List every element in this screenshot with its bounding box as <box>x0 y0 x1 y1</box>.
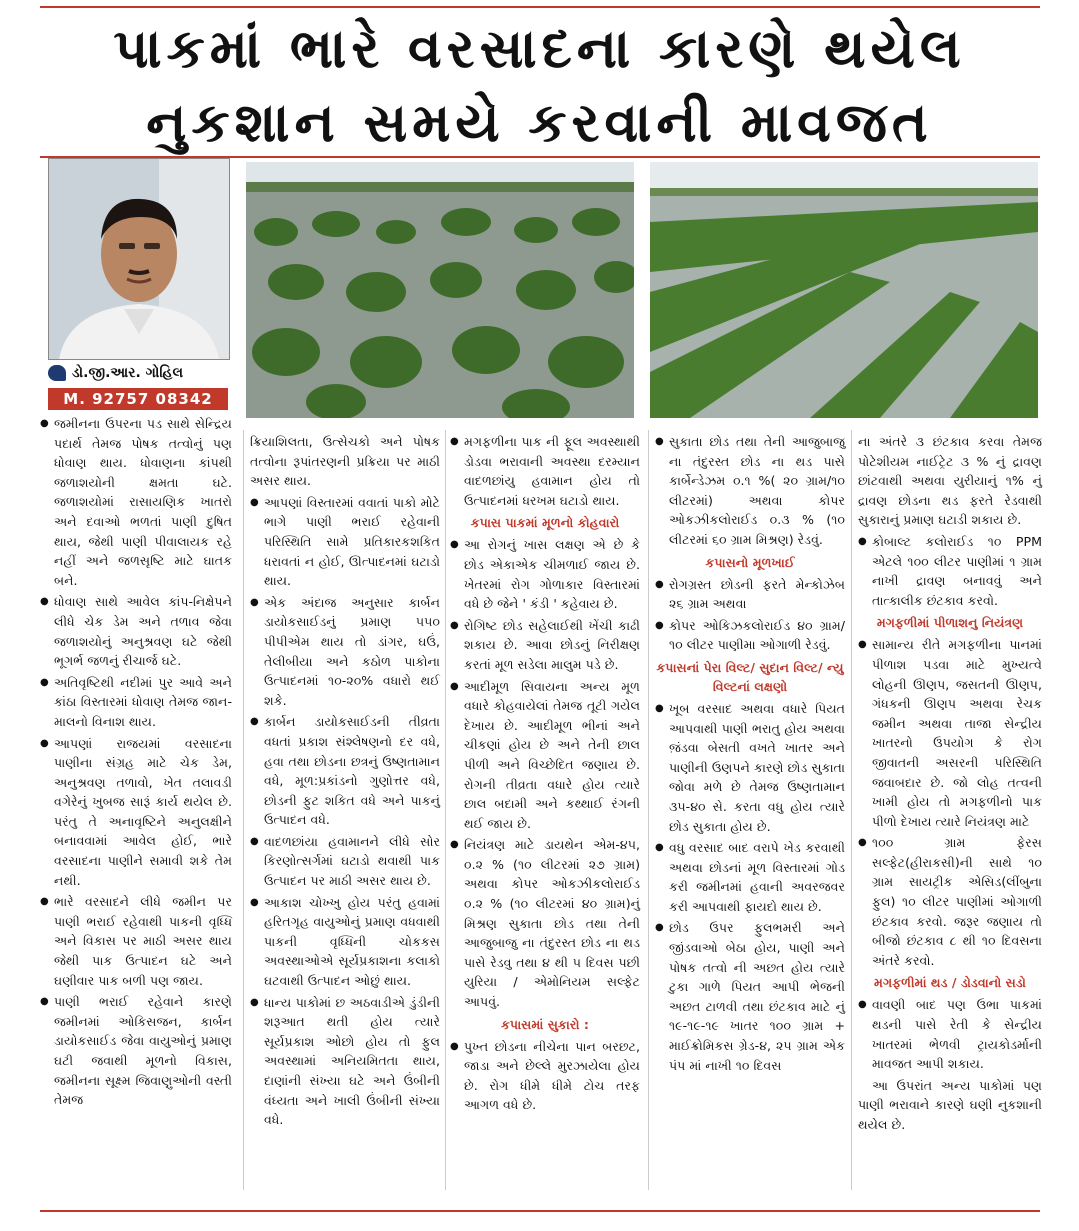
bullet-paragraph: ● પુખ્ત છોડના નીચેના પાન બરછટ, જાડા અને છેલ્લે મુરઝાયેલા હોય છે. રોગ ધીમે ધીમે ટોચ તરફ આગળ વધે છે. <box>450 1037 640 1115</box>
article-column-2 <box>250 432 440 1132</box>
article-column-1 <box>40 414 232 1112</box>
author-name-row <box>48 362 228 384</box>
column-divider <box>445 430 446 1190</box>
bullet-paragraph: ● રોગગ્રસ્ત છોડની ફરતે મેન્કોઝેબ ૨૬ ગ્રામ અથવા <box>655 575 845 614</box>
bullet-paragraph: ● આકાશ ચોખ્ખુ હોય પરંતુ હવામાં હરિતગૃહ વાયુઓનું પ્રમાણ વધવાથી પાકની વૃધ્ધિની ચોકકસ અવસ્થાઓએ સૂર્યપ્રકાશના કલાકો ઘટવાથી ઉત્પાદન ઓછું થાય. <box>250 893 440 991</box>
bullet-paragraph: ● મગફળીના પાક ની ફૂલ અવસ્થાથી ડોડવા ભરાવાની અવસ્થા દરમ્યાન વાદળછાંયુ હવામાન હોય તો ઉત્પાદનમાં ધરખમ ઘટાડો થાય. <box>450 432 640 510</box>
author-photo <box>48 158 230 360</box>
subheading: મગફળીમાં પીળાશનુ નિયંત્રણ <box>876 615 1024 631</box>
bullet-paragraph: ● ભારે વરસાદને લીધે જમીન પર પાણી ભરાઈ રહેવાથી પાકની વૃધ્ધિ અને વિકાસ પર માઠી અસર થાય જેથી પાક ઉત્પાદન ઘટે અને ઘણીવાર પાક બળી પણ જાય. <box>40 892 232 990</box>
column-divider <box>648 430 649 1190</box>
bullet-paragraph: ● છોડ ઉપર ફુલભમરી અને જીંડવાઓ બેઠા હોય, પાણી અને પોષક તત્વો ની અછત હોય ત્યારે ટુકા ગાળે પિયત આપી ભેજની અછત ટાળવી તથા છંટકાવ માટે નું ૧૯-૧૯-૧૯ ખાતર ૧૦૦ ગ્રામ + માઈક્રોમિકસ ગ્રેડ-૪, ૨૫ ગ્રામ એક પંપ માં નાખી ૧૦ દિવસ <box>655 918 845 1075</box>
bullet-paragraph: ● વાદળછાંયા હવામાનને લીધે સોર કિરણોત્સર્ગમાં ઘટાડો થવાથી પાક ઉત્પાદન પર માઠી અસર થાય છે. <box>250 832 440 891</box>
bullet-paragraph: ● કોપર ઓકિઝકલોરાઈડ ૪૦ ગ્રામ/૧૦ લીટર પાણીમા ઓગાળી રેડવું. <box>655 616 845 655</box>
subheading: કપાસનાં પેરા વિલ્ટ/ સુદાન વિલ્ટ/ ન્યુ વિલ્ટનાં લક્ષણો <box>656 659 844 694</box>
headline-line-2: નુકશાન સમયે કરવાની માવજત <box>146 91 933 154</box>
bullet-paragraph: ● એક અંદાજ અનુસાર કાર્બન ડાયોકસાઈડનું પ્રમાણ ૫૫૦ પીપીએમ થાય તો ડાંગર, ઘઉં, તેલીબીયા અને કઠોળ પાકોના ઉત્પાદનમાં ૧૦-૨૦% વધારો થઈ શકે. <box>250 593 440 711</box>
bullet-paragraph: ● ધાન્ય પાકોમાં છ અઠવાડીએ ડુંડીની શરૂઆત થતી હોય ત્યારે સૂર્યપ્રકાશ ઓછો હોય તો ફુલ અવસ્થામાં અનિયમિતતા થાય, દાણાંની સંખ્યા ઘટે અને ઉંબીની વંધ્યતા અને ખાલી ઉંબીની સંખ્યા વધે. <box>250 993 440 1130</box>
bullet-paragraph: ● ધોવાણ સાથે આવેલ કાંપ-નિક્ષેપને લીધે ચેક ડેમ અને તળાવ જેવા જળાશયોનું અનુશ્રવણ ઘટે જેથી ભૂગર્ભ જળનું રીચાર્જ ઘટે. <box>40 592 232 670</box>
bullet-paragraph: ● વધુ વરસાદ બાદ વરાપે ખેડ કરવાથી અથવા છોડનાં મૂળ વિસ્તારમાં ગોડ કરી જમીનમાં હવાની અવરજવર કરી આપવાથી ફાયદો થાય છે. <box>655 838 845 916</box>
flooded-field-photo-1 <box>246 162 634 418</box>
bullet-paragraph: ● સામાન્ય રીતે મગફળીના પાનમાં પીળાશ પડવા માટે મુખ્યત્વે લોહની ઊણપ, જસતની ઊણપ, ગંધકની ઊણપ અથવા રેચક જમીન અથવા તાજા સેન્દ્રીય ખાતરનો ઉપયોગ કે રોગ જીવાતની અસરની પરિસ્થિતિ જવાબદાર છે. જો લોહ તત્વની ખામી હોય તો મગફળીનો પાક પીળો દેખાય ત્યારે નિયંત્રણ માટે <box>858 635 1042 831</box>
bullet-paragraph: ● અતિવૃષ્ટિથી નદીમાં પુર આવે અને કાંઠા વિસ્તારમાં ધોવાણ તેમજ જાન-માલનો વિનાશ થાય. <box>40 673 232 732</box>
bullet-paragraph: ● પાણી ભરાઈ રહેવાને કારણે જમીનમાં ઓકિસજન, કાર્બન ડાયોકસાઈડ જેવા વાયુઓનું પ્રમાણ ઘટી જવાથી મૂળનો વિકાસ, જમીનના સૂક્ષ્મ જિવાણુઓની વસ્તી તેમજ <box>40 992 232 1110</box>
article-column-5 <box>858 432 1042 1137</box>
bullet-paragraph: ● કાર્બન ડાયોકસાઈડની તીવ્રતા વધતાં પ્રકાશ સંશ્લેષણનો દર વધે, હવા તથા છોડના છત્રનું ઉષ્ણતામાન વધે, મૂળ:પ્રકાંડનો ગુણોત્તર વધે, છોડની ફુટ શકિત વધે અને પાકનું ઉત્પાદન વધે. <box>250 712 440 830</box>
bottom-rule <box>40 1210 1040 1212</box>
top-rule <box>40 6 1040 8</box>
column-divider <box>851 430 852 1190</box>
bullet-paragraph: ● ખૂબ વરસાદ અથવા વધારે પિયત આપવાથી પાણી ભરાતુ હોય અથવા જ઼ંડવા બેસતી વખતે ખાતર અને પાણીની ઉણપને કારણે છોડ સુકાતા જોવા મળે છે તેમજ ઉષ્ણતામાન ૩૫-૪૦ સે. કરતા વધુ હોય ત્યારે છોડ સુકાતા હોય છે. <box>655 699 845 836</box>
headline-line-1: પાકમાં ભારે વરસાદના કારણે થયેલ <box>113 17 966 80</box>
column-divider <box>243 430 244 1190</box>
bullet-paragraph: ● આદીમૂળ સિવાયના અન્ય મૂળ વધારે કોહવાયેલાં તેમજ તૂટી ગયેલ દેખાય છે. આદીમૂળ ભીનાં અને ચીકણાં હોય છે અને તેની છાલ પીળી અને વિચ્છેદિત જણાય છે. રોગની તીવ્રતા વધારે હોય ત્યારે છાલ બદામી અને કથ્થાઈ રંગની થઈ જાય છે. <box>450 677 640 834</box>
article-column-4 <box>655 432 845 1077</box>
flooded-field-photo-2 <box>650 162 1038 418</box>
paragraph: ક્રિયાશિલતા, ઉત્સેચકો અને પોષક તત્વોના રૂપાંતરણની પ્રક્રિયા પર માઠી અસર થાય. <box>250 434 440 489</box>
subheading: મગફળીમાં થડ / ડોડવાનો સડો <box>874 975 1026 991</box>
author-name: ડો.જી.આર. ગોહિલ <box>72 365 184 381</box>
bullet-paragraph: ● આ રોગનું ખાસ લક્ષણ એ છે કે છોડ એકાએક ચીમળાઈ જાય છે. ખેતરમાં રોગ ગોળાકાર વિસ્તારમાં વધે છે જેને ' કંડી ' કહેવાય છે. <box>450 535 640 613</box>
bullet-paragraph: ● વાવણી બાદ પણ ઉભા પાકમાં થડની પાસે રેતી કે સેન્દ્રીય ખાતરમાં ભેળવી ટ્રાયકોડર્માની માવજત આપી શકાય. <box>858 995 1042 1073</box>
headline <box>0 16 1079 156</box>
subheading: કપાસમાં સુકારો : <box>501 1016 589 1032</box>
bullet-paragraph: ● જમીનના ઉપરના પડ સાથે સેન્દ્રિય પદાર્થ તેમજ પોષક તત્વોનું પણ ધોવાણ થાય. ધોવાણના કાંપથી જળાશયોની ક્ષમતા ઘટે. જળાશયોમાં રાસાયણિક ખાતરો અને દવાઓ ભળતાં પાણી દુષિત થાય, જેથી પાણી પીવાલાયક રહે નહીં અને જળસૃષ્ટિ માટે ઘાતક બને. <box>40 414 232 590</box>
paragraph: ના અંતરે ૩ છંટકાવ કરવા તેમજ પોટેશીયમ નાઈટ્રેટ ૩ % નું દ્રાવણ છાંટવાથી અથવા યુરીયાનું ૧% નું દ્રાવણ છોડના થડ ફરતે રેડવાથી સુકારાનું પ્રમાણ ઘટાડી શકાય છે. <box>858 434 1042 528</box>
author-byline <box>48 362 228 410</box>
subheading: કપાસ પાકમાં મૂળનો કોહવારો <box>470 515 620 531</box>
bullet-paragraph: ● ૧૦૦ ગ્રામ ફેરસ સલ્ફેટ(હીરાકસી)ની સાથે ૧૦ ગ્રામ સાયટ્રીક એસિડ(લીંબુના ફુલ) ૧૦ લીટર પાણીમાં ઓગાળી છંટકાવ કરવો. જરૂર જણાય તો બીજો છંટકાવ ૮ થી ૧૦ દિવસના અંતરે કરવો. <box>858 833 1042 970</box>
bullet-paragraph: ● રોગિષ્ટ છોડ સહેલાઈથી ખેંચી કાઢી શકાય છે. આવા છોડનું નિરીક્ષણ કરતાં મૂળ સડેલા માલુમ પડે છે. <box>450 616 640 675</box>
subheading: કપાસનો મૂળખાઈ <box>705 554 795 570</box>
bullet-paragraph: ● આપણાં રાજયમાં વરસાદના પાણીના સંગ્રહ માટે ચેક ડેમ, અનુશ્રવણ તળાવો, ખેત તલાવડી વગેરેનું ખુબજ સારૂં કાર્ય થયેલ છે. પરંતુ તે અનાવૃષ્ટિને અનુલક્ષીને બનાવવામાં આવેલ હોઈ, ભારે વરસાદના પાણીને સમાવી શકે તેમ નથી. <box>40 734 232 891</box>
article-column-3 <box>450 432 640 1117</box>
bullet-paragraph: ● નિયંત્રણ માટે ડાયથેન એમ-૪૫, ૦.૨ % (૧૦ લીટરમાં ૨૭ ગ્રામ) અથવા કોપર ઓકઝીકલોરાઈડ ૦.૨ % (૧૦ લીટરમાં ૪૦ ગ્રામ)નું મિશ્રણ સુકાતા છોડ તથા તેની આજુબાજુ ના તંદુરસ્ત છોડ ના થડ પાસે રેડવુ તથા ૪ થી ૫ દિવસ પછી યુરિયા / એમોનિયમ સલ્ફેટ આપવું. <box>450 835 640 1011</box>
paragraph: આ ઉપરાંત અન્ય પાકોમાં પણ પાણી ભરાવાને કારણે ઘણી નુકશાની થયેલ છે. <box>858 1077 1042 1132</box>
author-phone: M. 92757 08342 <box>48 388 228 410</box>
pen-icon <box>48 365 66 381</box>
bullet-paragraph: ● આપણાં વિસ્તારમાં વવાતાં પાકો મોટે ભાગે પાણી ભરાઈ રહેવાની પરિસ્થિતિ સામે પ્રતિકારકશકિત ધરાવતાં ન હોઈ, ઊત્પાદનમાં ઘટાડો થાય. <box>250 493 440 591</box>
bullet-paragraph: ● સુકાતા છોડ તથા તેની આજુબાજુ ના તંદુરસ્ત છોડ ના થડ પાસે કાર્બેન્ડેઝમ ૦.૧ %( ૨૦ ગ્રામ/૧૦ લીટરમાં) અથવા કોપર ઓકઝીકલોરાઈડ ૦.૩ % (૧૦ લીટરમાં ૬૦ ગ્રામ મિશ્રણ) રેડવું. <box>655 432 845 550</box>
bullet-paragraph: ● કોબાલ્ટ કલોરાઈડ ૧૦ PPM એટલે ૧૦૦ લીટર પાણીમાં ૧ ગ્રામ નાખી દ્રાવણ બનાવવું અને તાત્કાલીક છંટકાવ કરવો. <box>858 532 1042 610</box>
